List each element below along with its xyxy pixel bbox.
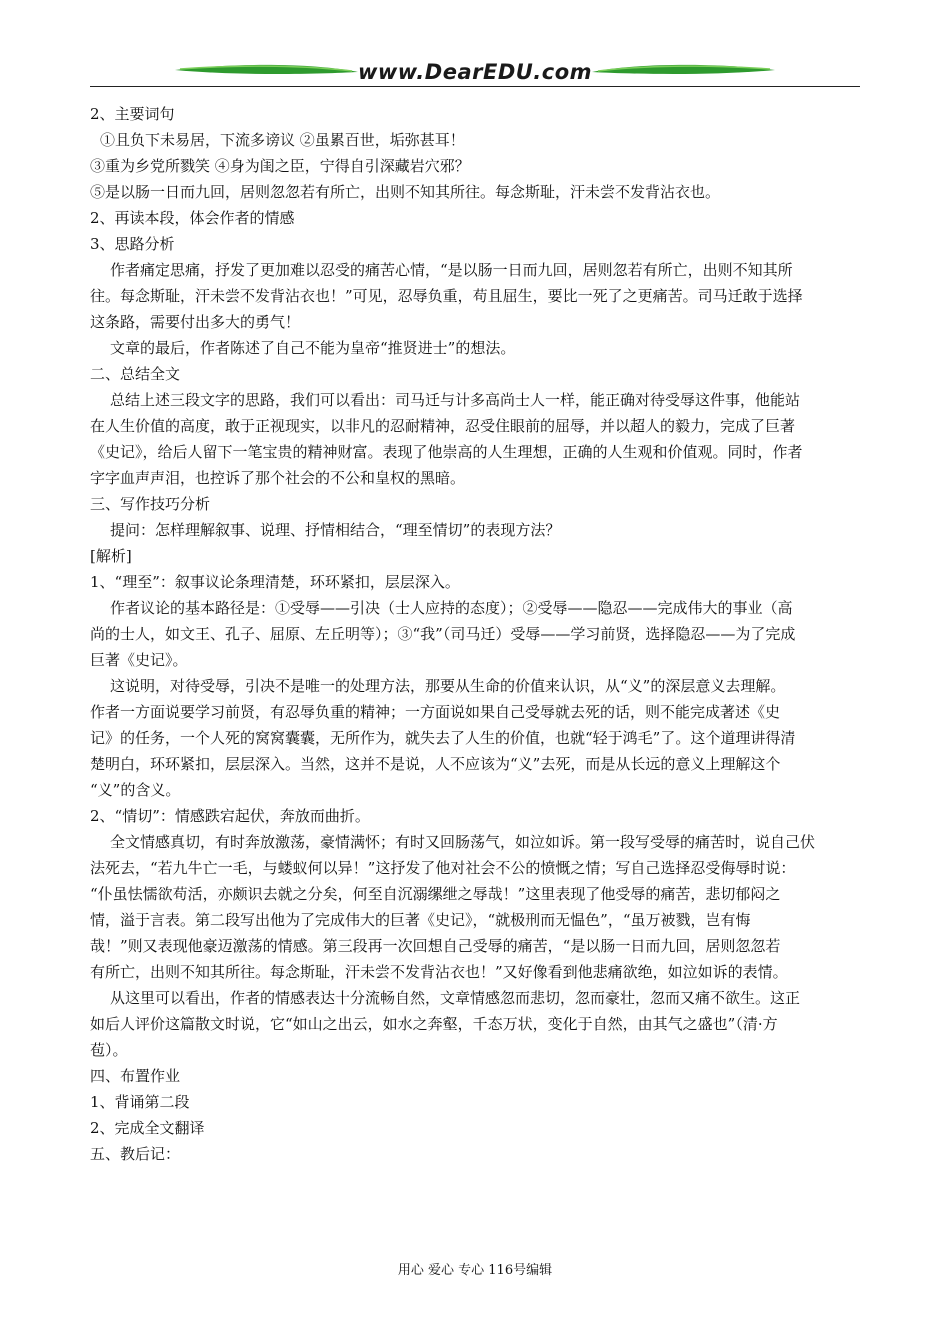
text-line: 2、完成全文翻译 — [90, 1119, 205, 1137]
paragraph-line: 尚的士人，如文王、孔子、屈原、左丘明等）；③“我”（司马迁）受辱——学习前贤，选择隐忍——为了完成 — [90, 625, 796, 643]
paragraph-line: 有所亡，出则不知其所往。每念斯耻，汗未尝不发背沾衣也！”又好像看到他悲痛欲绝，如泣如诉的表情。 — [90, 963, 788, 981]
paragraph-line: 如后人评价这篇散文时说，它“如山之出云，如水之奔壑，千态万状，变化于自然，由其气之盛也”（清·方 — [90, 1015, 778, 1033]
paragraph-line: 情，溢于言表。第二段写出他为了完成伟大的巨著《史记》，“就极刑而无愠色”，“虽万被戮，岂有悔 — [90, 911, 751, 929]
paragraph-line: 作者一方面说要学习前贤，有忍辱负重的精神；一方面说如果自己受辱就去死的话，则不能完成著述《史 — [90, 703, 781, 721]
section-heading: 2、再读本段，体会作者的情感 — [90, 209, 295, 227]
text-line: ①且负下未易居，下流多谤议 ②虽累百世，垢弥甚耳！ — [100, 131, 465, 149]
paragraph-line: “仆虽怯懦欲苟活，亦颇识去就之分矣，何至自沉溺缧绁之辱哉！”这里表现了他受辱的痛苦，悲切郁闷之 — [90, 885, 781, 903]
paragraph-line: 这说明，对待受辱，引决不是唯一的处理方法，那要从生命的价值来认识，从“义”的深层意义去理解。 — [110, 677, 786, 695]
section-heading: 五、教后记： — [90, 1145, 181, 1163]
paragraph-line: 苞）。 — [90, 1041, 128, 1059]
paragraph-line: 哉！”则又表现他豪迈激荡的情感。第三段再一次回想自己受辱的痛苦，“是以肠一日而九回，居则忽忽若 — [90, 937, 781, 955]
paragraph-line: 从这里可以看出，作者的情感表达十分流畅自然，文章情感忽而悲切，忽而豪壮，忽而又痛不欲生。这正 — [110, 989, 801, 1007]
paragraph-line: 全文情感真切，有时奔放激荡，豪情满怀；有时又回肠荡气，如泣如诉。第一段写受辱的痛苦时，说自己伏 — [110, 833, 816, 851]
text-line: 1、背诵第二段 — [90, 1093, 190, 1111]
paragraph-line: 记》的任务，一个人死的窝窝囊囊，无所作为，就失去了人生的价值，也就“轻于鸿毛”了。这个道理讲得清 — [90, 729, 796, 747]
section-heading: 三、写作技巧分析 — [90, 495, 211, 513]
section-heading: 3、思路分析 — [90, 235, 175, 253]
paragraph-line: 总结上述三段文字的思路，我们可以看出：司马迁与计多高尚士人一样，能正确对待受辱这件事，他能站 — [110, 391, 801, 409]
paragraph-line: 《史记》，给后人留下一笔宝贵的精神财富。表现了他崇高的人生理想，正确的人生观和价值观。同时，作者 — [90, 443, 803, 461]
paragraph-line: “义”的含义。 — [90, 781, 181, 799]
page-footer: 用心 爱心 专心 116号编辑 — [397, 1263, 553, 1278]
paragraph-line: 法死去，“若九牛亡一毛，与蝼蚁何以异！”这抒发了他对社会不公的愤慨之情；写自己选择忍受侮辱时说： — [90, 859, 796, 877]
site-logo-text: www.DearEDU.com — [357, 60, 593, 84]
paragraph-line: 在人生价值的高度，敢于正视现实，以非凡的忍耐精神，忍受住眼前的屈辱，并以超人的毅力，完成了巨著 — [90, 417, 796, 435]
paragraph-line: 文章的最后，作者陈述了自己不能为皇帝“推贤进士”的想法。 — [110, 339, 516, 357]
paragraph-line: 楚明白，环环紧扣，层层深入。当然，这并不是说，人不应该为“义”去死，而是从长远的意义上理解这个 — [90, 755, 781, 773]
paragraph-line: 这条路，需要付出多大的勇气！ — [90, 313, 301, 331]
paragraph-line: 作者痛定思痛，抒发了更加难以忍受的痛苦心情，“是以肠一日而九回，居则忽若有所亡，出则不知其所 — [110, 261, 793, 279]
paragraph-line: 提问：怎样理解叙事、说理、抒情相结合，“理至情切”的表现方法？ — [110, 521, 561, 539]
section-heading: [解析] — [90, 547, 132, 565]
section-heading: 二、总结全文 — [90, 365, 181, 383]
document-body — [90, 101, 860, 1167]
paragraph-line: 字字血声声泪，也控诉了那个社会的不公和皇权的黑暗。 — [90, 469, 466, 487]
section-heading: 2、“情切”：情感跌宕起伏，奔放而曲折。 — [90, 807, 370, 825]
header-rule — [90, 86, 860, 87]
text-line: ⑤是以肠一日而九回，居则忽忽若有所亡，出则不知其所往。每念斯耻，汗未尝不发背沾衣也。 — [90, 183, 721, 201]
section-heading: 四、布置作业 — [90, 1067, 181, 1085]
paragraph-line: 往。每念斯耻，汗未尝不发背沾衣也！”可见，忍辱负重，苟且屈生，要比一死了之更痛苦。司马迁敢于选择 — [90, 287, 803, 305]
paragraph-line: 巨著《史记》。 — [90, 651, 188, 669]
section-heading: 2、主要词句 — [90, 105, 175, 123]
section-heading: 1、“理至”：叙事议论条理清楚，环环紧扣，层层深入。 — [90, 573, 460, 591]
text-line: ③重为乡党所戮笑 ④身为闺之臣，宁得自引深藏岩穴邪？ — [90, 157, 470, 175]
paragraph-line: 作者议论的基本路径是：①受辱——引决（士人应持的态度）；②受辱——隐忍——完成伟大的事业（高 — [110, 599, 793, 617]
